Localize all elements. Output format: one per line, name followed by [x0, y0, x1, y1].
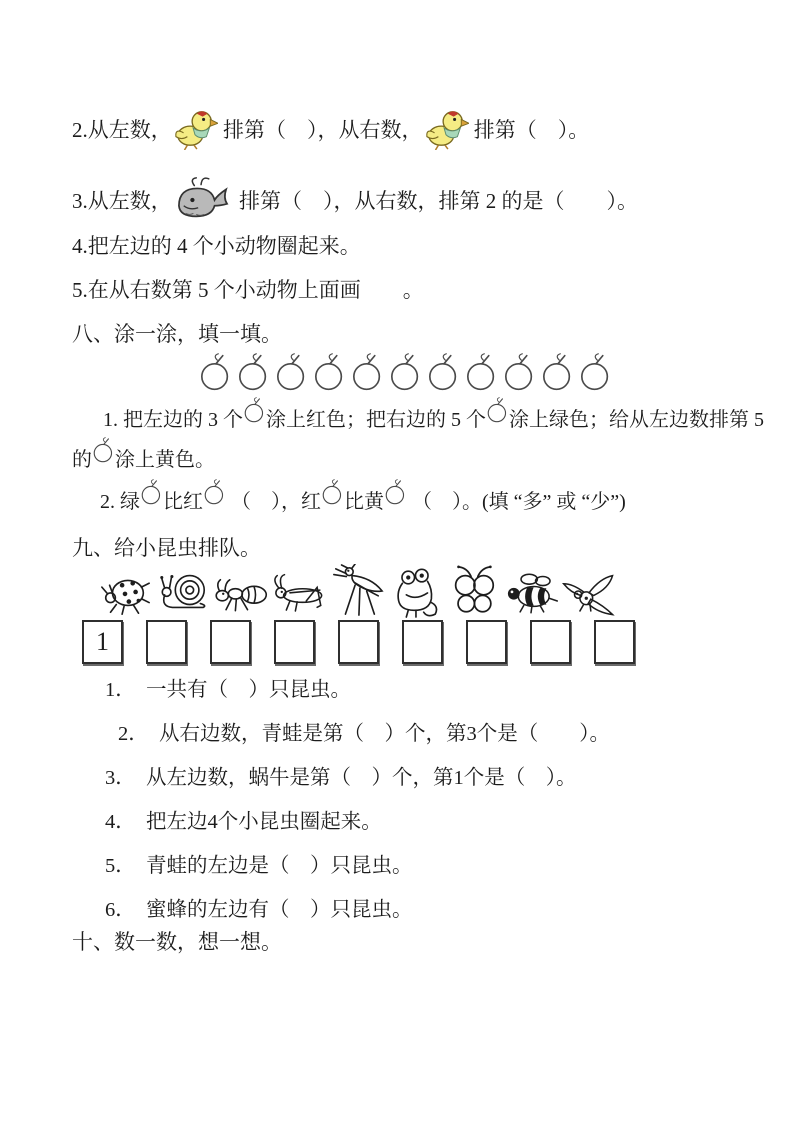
apple-outline-icon [314, 352, 345, 392]
sec8-q1-text-4: 的 [72, 448, 92, 471]
order-boxes-row [82, 620, 773, 664]
apple-outline-icon [466, 352, 497, 392]
apple-outline-icon [276, 352, 307, 392]
sec8-q2-text-5: （ ）。(填 “多” 或 “少”) [407, 490, 626, 513]
apple-outline-icon [487, 397, 508, 423]
insect-question-4: 4． 把左边4个小昆虫圈起来。 [105, 811, 382, 833]
section-eight-q2-line [100, 482, 773, 516]
order-box [466, 620, 507, 664]
apple-outline-icon [428, 352, 459, 392]
apples-row [200, 352, 773, 392]
sec8-q1-text-1: 1. 把左边的 3 个 [103, 408, 243, 431]
apple-outline-icon [580, 352, 611, 392]
question-3-line [72, 174, 773, 226]
mantis-icon [328, 564, 386, 618]
frog-icon [386, 564, 444, 618]
section-eight-q1-line2 [72, 440, 773, 474]
butterfly-icon [444, 564, 502, 618]
chick-icon [172, 108, 218, 150]
order-box [338, 620, 379, 664]
insect-question-3: 3． 从左边数，蜗牛是第（ ）个，第1个是（ ）。 [105, 767, 577, 789]
apple-outline-icon [93, 437, 114, 463]
apple-outline-icon [390, 352, 421, 392]
ant-icon [212, 564, 270, 618]
apple-outline-icon [244, 397, 265, 423]
order-box [146, 620, 187, 664]
sec8-q1-text-5: 涂上黄色。 [115, 448, 215, 471]
apple-outline-icon [504, 352, 535, 392]
question-2-text-1: 2.从左数， [72, 118, 172, 142]
order-box [274, 620, 315, 664]
question-2-text-2: 排第（ ），从右数， [217, 118, 423, 142]
order-box [530, 620, 571, 664]
section-nine-heading: 九、给小昆虫排队。 [72, 536, 261, 560]
whale-icon [172, 174, 234, 226]
apple-outline-icon [542, 352, 573, 392]
sec8-q2-text-3: （ ），红 [226, 490, 321, 513]
order-box [210, 620, 251, 664]
section-eight-heading: 八、涂一涂，填一填。 [72, 322, 282, 346]
apple-outline-icon [322, 479, 343, 505]
fly-icon [560, 564, 618, 618]
order-box [594, 620, 635, 664]
insect-question-5: 5． 青蛙的左边是（ ）只昆虫。 [105, 855, 413, 877]
insect-question-2: 2． 从右边数，青蛙是第（ ）个，第3个是（ ）。 [118, 723, 610, 745]
insect-question-1: 1． 一共有（ ）只昆虫。 [105, 679, 351, 701]
apple-outline-icon [141, 479, 162, 505]
section-eight-q1-line1 [103, 400, 773, 434]
apple-outline-icon [200, 352, 231, 392]
bee-icon [502, 564, 560, 618]
insect-question-6: 6． 蜜蜂的左边有（ ）只昆虫。 [105, 899, 413, 921]
sec8-q2-text-2: 比红 [163, 490, 203, 513]
chick-icon [423, 108, 469, 150]
order-box [402, 620, 443, 664]
sec8-q2-text-4: 比黄 [344, 490, 384, 513]
apple-outline-icon [204, 479, 225, 505]
sec8-q1-text-3: 涂上绿色；给从左边数排第 5 [509, 408, 764, 431]
question-5-line: 5.在从右数第 5 个小动物上面画 。 [72, 278, 424, 302]
question-3-text-2: 排第（ ），从右数，排第 2 的是（ ）。 [233, 189, 638, 213]
question-3-text-1: 3.从左数， [72, 189, 172, 213]
snail-icon [154, 564, 212, 618]
question-2-line [72, 107, 773, 151]
apple-outline-icon [385, 479, 406, 505]
question-4-line: 4.把左边的 4 个小动物圈起来。 [72, 234, 361, 258]
insects-row [96, 564, 773, 618]
sec8-q2-text-1: 2. 绿 [100, 490, 140, 513]
apple-outline-icon [238, 352, 269, 392]
order-box: 1 [82, 620, 123, 664]
section-ten-heading: 十、数一数，想一想。 [72, 930, 282, 954]
sec8-q1-text-2: 涂上红色；把右边的 5 个 [266, 408, 486, 431]
question-2-text-3: 排第（ ）。 [468, 118, 590, 142]
apple-outline-icon [352, 352, 383, 392]
ladybug-icon [96, 564, 154, 618]
grasshopper-icon [270, 564, 328, 618]
